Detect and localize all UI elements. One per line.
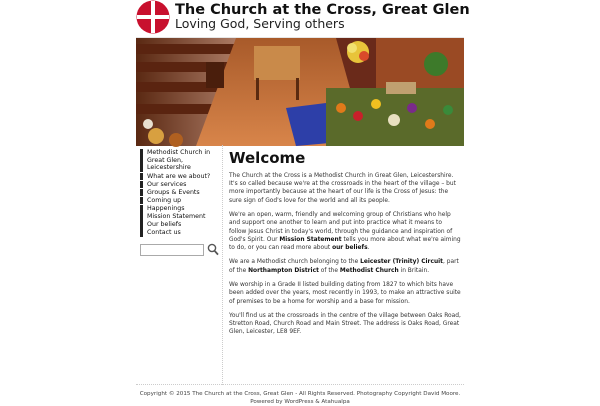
site-footer [136, 384, 464, 406]
magnifier-icon[interactable] [207, 243, 219, 256]
circuit-text-b: , part of the [229, 259, 459, 274]
about-text-a: We're an open, warm, friendly and welcoming group of Christians who help and support one another to learn and put into practice what it means to follow Jesus Christ in today's world, through the guidance and inspiration of God's Spirit. Our [229, 212, 453, 243]
circuit-link[interactable]: Leicester (Trinity) Circuit [360, 259, 443, 266]
site-header [136, 0, 470, 36]
cross-roundel-icon[interactable] [136, 0, 170, 34]
nav-item-coming-up[interactable]: Coming up [140, 197, 214, 205]
mission-statement-link[interactable]: Mission Statement [279, 236, 342, 243]
banner-image [136, 37, 464, 145]
nav-item-services[interactable]: Our services [140, 181, 214, 189]
nav-item-contact[interactable]: Contact us [140, 229, 214, 237]
sidebar-nav [140, 149, 214, 237]
site-tagline: Loving God, Serving others [175, 16, 345, 31]
main-content [229, 149, 461, 343]
circuit-paragraph [229, 258, 461, 274]
copyright-text: Copyright © 2015 The Church at the Cross, Great Glen - All Rights Reserved. Photography Copyright David Moore. [139, 391, 461, 397]
circuit-text-d: in Britain. [398, 267, 430, 274]
search-form [140, 244, 220, 257]
our-beliefs-link[interactable]: our beliefs [332, 244, 368, 251]
nav-item-happenings[interactable]: Happenings [140, 205, 214, 213]
about-text-c: . [367, 244, 370, 251]
page-title: Welcome [229, 149, 306, 167]
intro-paragraph: The Church at the Cross is a Methodist Church in Great Glen, Leicestershire. It's so called because we're at the crossroads in the heart of the village – but more importantly because at the heart of our life is the Cross of Jesus: the sure sign of God's love for the world and all its people. [229, 173, 456, 204]
nav-item-our-beliefs[interactable]: Our beliefs [140, 221, 214, 229]
search-input[interactable] [140, 244, 204, 256]
column-divider [222, 145, 223, 385]
nav-item-about[interactable]: What are we about? [140, 173, 214, 181]
nav-item-home[interactable]: Methodist Church in Great Glen, Leicestershire [140, 149, 214, 172]
about-text-b: tells you more about what we're aiming to do, or you can read more about [229, 236, 461, 251]
nav-item-groups-events[interactable]: Groups & Events [140, 189, 214, 197]
circuit-text-c: of the [318, 267, 340, 274]
location-paragraph: You'll find us at the crossroads in the centre of the village between Oaks Road, Stretton Road, Church Road and Main Street. The address is Oaks Road, Great Glen, Leicester, LE8 9EF. [229, 313, 461, 336]
district-link[interactable]: Northampton District [248, 267, 319, 274]
nav-item-mission-statement[interactable]: Mission Statement [140, 213, 214, 221]
about-paragraph [229, 211, 461, 252]
powered-by-text[interactable]: Powered by WordPress & Atahualpa [250, 399, 350, 405]
building-paragraph: We worship in a Grade II listed building dating from 1827 to which bits have been added over the years, most recently in 1993, to make an attractive suite of premises to be a home for worship and a base for mission. [229, 282, 461, 305]
site-title[interactable]: The Church at the Cross, Great Glen [175, 2, 470, 18]
circuit-text-a: We are a Methodist church belonging to the [229, 259, 361, 266]
methodist-church-link[interactable]: Methodist Church [339, 267, 399, 274]
